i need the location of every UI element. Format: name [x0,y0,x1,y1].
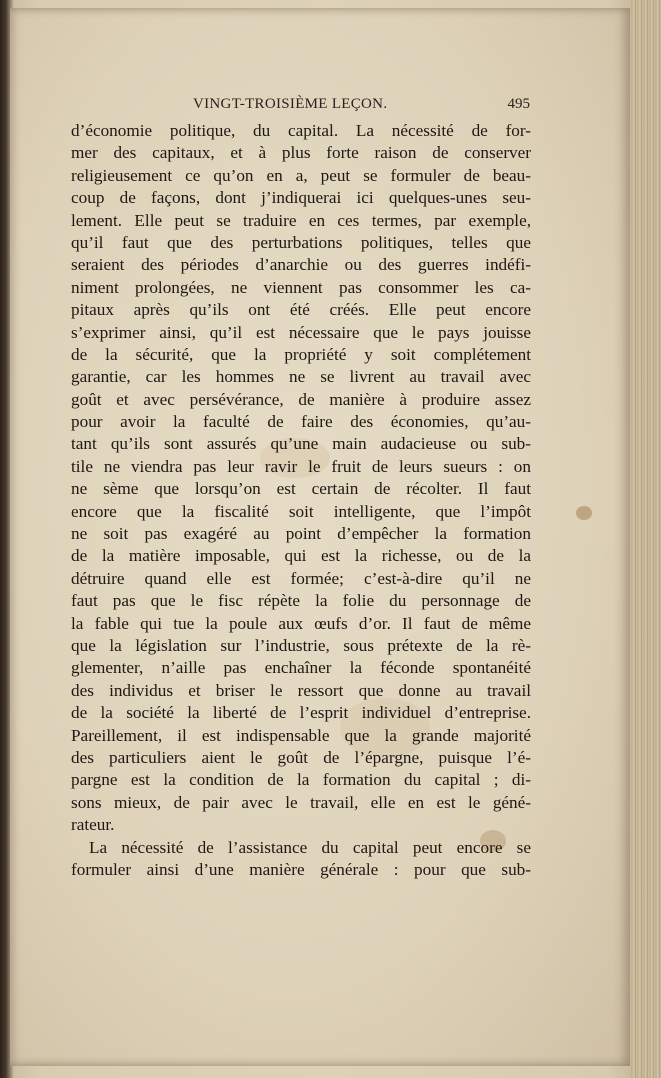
paragraph [71,837,531,882]
text-line: tile ne viendra pas leur ravir le fruit de leurs sueurs : on [71,456,531,476]
text-line: seraient des périodes d’anarchie ou des guerres indéfi- [71,255,531,275]
text-line: sons mieux, de pair avec le travail, elle en est le géné- [71,792,531,812]
text-line: que la législation sur l’industrie, sous prétexte de la rè- [71,635,531,655]
text-line: glementer, n’aille pas enchaîner la féconde spontanéité [71,658,531,678]
paragraph [71,120,531,837]
text-line: des particuliers aient le goût de l’épargne, puisque l’é- [71,747,531,767]
text-line: religieusement ce qu’on en a, peut se formuler de beau- [71,165,531,185]
text-line: Pareillement, il est indispensable que la grande majorité [71,725,531,745]
foxing-stain [576,506,592,520]
text-line: encore que la fiscalité soit intelligente, que l’impôt [71,501,531,521]
text-line: niment prolongées, ne viennent pas consommer les ca- [71,277,531,297]
text-line: pargne est la condition de la formation du capital ; di- [71,770,531,790]
book-page-edges [630,0,661,1078]
running-head: VINGT-TROISIÈME LEÇON. [193,96,388,112]
text-line: La nécessité de l’assistance du capital peut encore se [89,837,531,857]
text-line: pitaux après qu’ils ont été créés. Elle peut encore [71,300,531,320]
text-line: pour avoir la faculté de faire des économies, qu’au- [71,412,531,432]
text-line: faut pas que le fisc répète la folie du personnage de [71,591,531,611]
text-line: des individus et briser le ressort que donne au travail [71,680,531,700]
body-text [71,120,531,881]
text-line: goût et avec persévérance, de manière à produire assez [71,389,531,409]
text-line: de la sécurité, que la propriété y soit complétement [71,344,531,364]
text-line: qu’il faut que des perturbations politiques, telles que [71,232,531,252]
text-line: rateur. [71,815,115,835]
text-line: de la société la liberté de l’esprit individuel d’entreprise. [71,703,531,723]
page-header [60,96,530,118]
text-line: détruire quand elle est formée; c’est-à-dire qu’il ne [71,568,531,588]
text-line: tant qu’ils sont assurés qu’une main audacieuse ou sub- [71,434,531,454]
text-line: formuler ainsi d’une manière générale : pour que sub- [71,859,531,879]
text-line: d’économie politique, du capital. La nécessité de for- [71,121,531,140]
text-line: mer des capitaux, et à plus forte raison de conserver [71,143,531,163]
text-line: coup de façons, dont j’indiquerai ici quelques-unes seu- [71,188,531,208]
text-line: la fable qui tue la poule aux œufs d’or. Il faut de même [71,613,531,633]
text-line: lement. Elle peut se traduire en ces termes, par exemple, [71,210,531,230]
text-line: s’exprimer ainsi, qu’il est nécessaire que le pays jouisse [71,322,531,342]
text-line: ne soit pas exagéré au point d’empêcher la formation [71,524,531,544]
text-line: ne sème que lorsqu’on est certain de récolter. Il faut [71,479,531,499]
text-line: garantie, car les hommes ne se livrent au travail avec [71,367,531,387]
page-number: 495 [507,96,530,112]
text-line: de la matière imposable, qui est la richesse, ou de la [71,546,531,566]
